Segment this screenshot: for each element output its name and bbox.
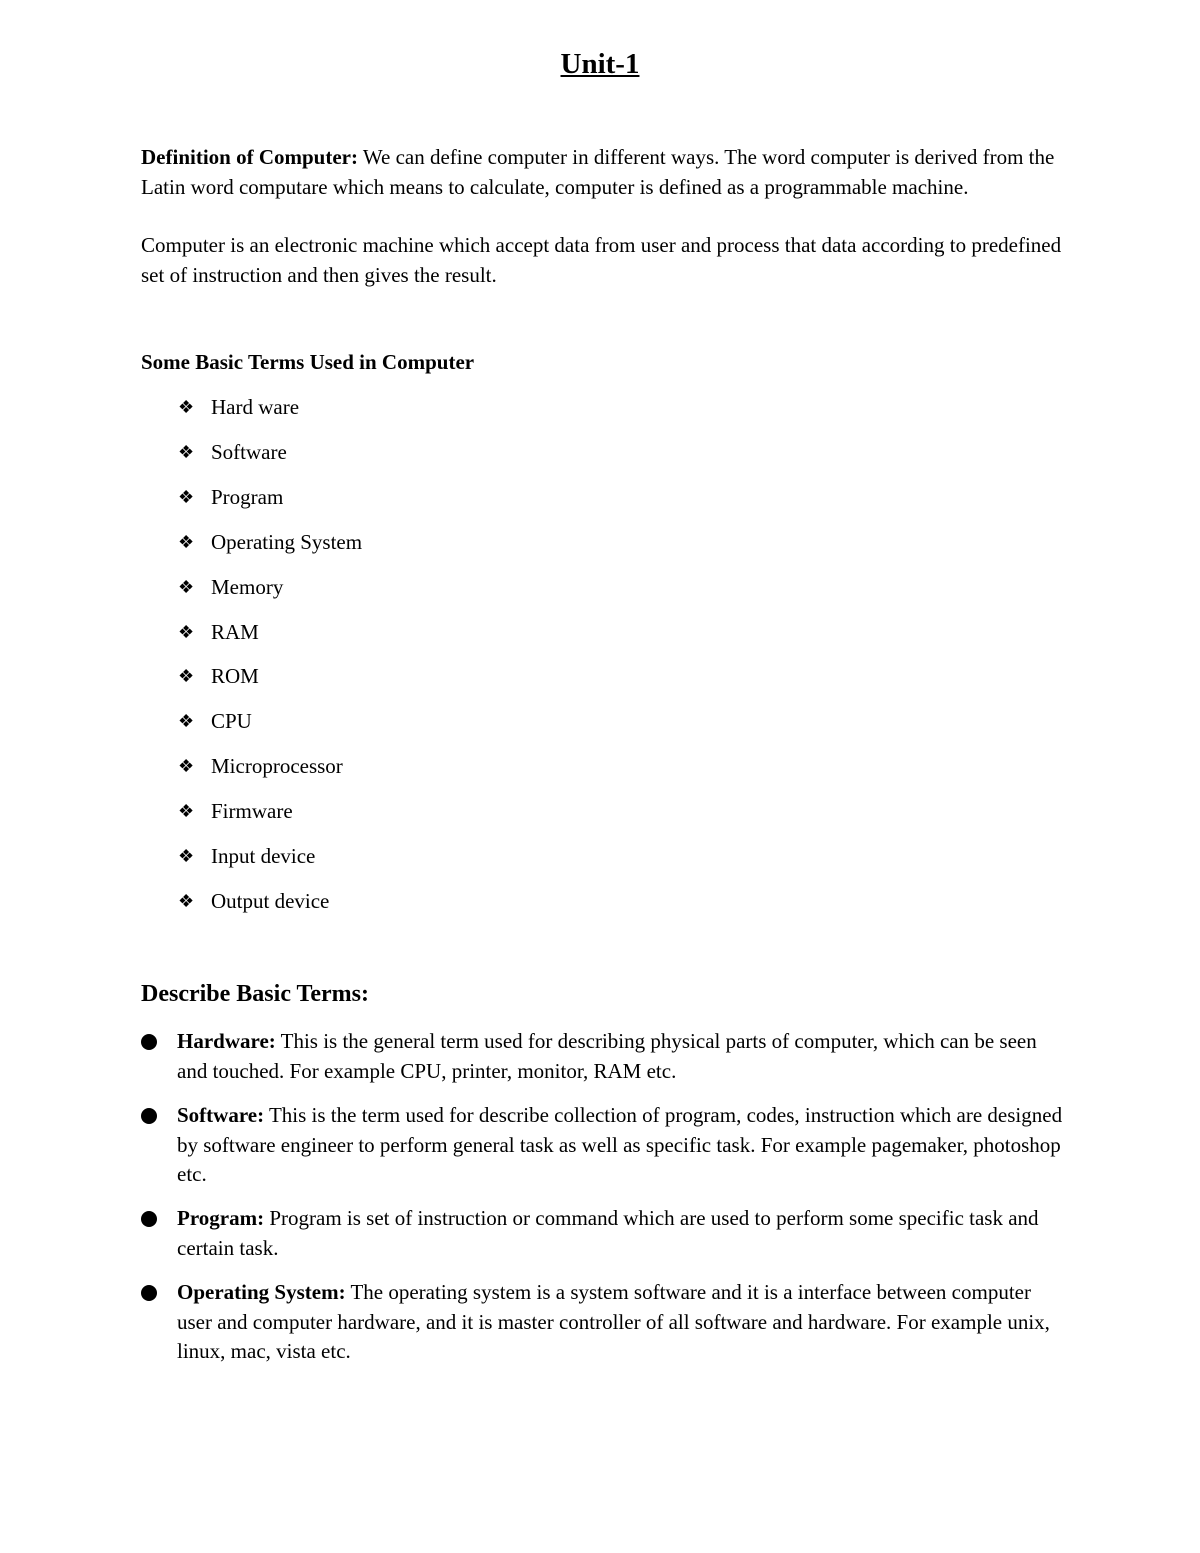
bullet-dot-icon <box>141 1108 157 1124</box>
basic-term-item <box>0 437 600 467</box>
diamond-bullet-icon: ❖ <box>178 711 195 732</box>
basic-term-label: RAM <box>211 619 259 644</box>
describe-item-text <box>177 1204 1067 1263</box>
basic-term-label: Firmware <box>211 799 293 824</box>
diamond-bullet-icon: ❖ <box>178 621 195 642</box>
basic-term-item <box>0 482 600 512</box>
basic-term-label: Microprocessor <box>211 754 343 779</box>
definition-paragraph-2: Computer is an electronic machine which accept data from user and process that data according to predefined set of instruction and then gives the result. <box>141 233 1062 287</box>
definition-text: We can define computer in different ways. The word computer is derived from the Latin word computare which means to calculate, computer is defined as a programmable machine. <box>141 145 1055 199</box>
basic-term-item <box>0 572 600 602</box>
diamond-bullet-icon: ❖ <box>178 486 195 507</box>
basic-term-label: CPU <box>211 709 252 734</box>
definition-paragraph <box>141 143 1071 202</box>
diamond-bullet-icon: ❖ <box>178 846 195 866</box>
basic-term-item <box>0 392 600 422</box>
describe-item-label: Program: <box>177 1206 265 1230</box>
basic-terms-heading: Some Basic Terms Used in Computer <box>141 350 475 374</box>
page-title <box>0 46 1200 82</box>
basic-term-item <box>0 751 600 781</box>
diamond-bullet-icon: ❖ <box>178 890 195 911</box>
describe-item-label: Operating System: <box>177 1280 346 1304</box>
diamond-bullet-icon: ❖ <box>178 441 195 462</box>
page-title-text: Unit-1 <box>560 48 640 80</box>
describe-item-label: Software: <box>177 1103 265 1127</box>
describe-item-label: Hardware: <box>177 1029 276 1053</box>
basic-term-item <box>0 617 600 647</box>
basic-term-item <box>0 796 600 826</box>
basic-term-label: Memory <box>211 574 284 599</box>
describe-item-body: The operating system is a system software and it is a interface between computer user and computer hardware, and it is master controller of all software and hardware. For example unix, linux, mac, vista etc. <box>177 1280 1050 1363</box>
diamond-bullet-icon: ❖ <box>178 756 195 777</box>
basic-term-label: ROM <box>211 664 259 689</box>
diamond-bullet-icon: ❖ <box>178 801 195 822</box>
describe-item-text <box>177 1101 1067 1190</box>
bullet-dot-icon <box>141 1034 157 1050</box>
bullet-dot-icon <box>141 1285 157 1301</box>
basic-term-label: Software <box>211 439 287 464</box>
diamond-bullet-icon: ❖ <box>178 531 195 552</box>
basic-term-item <box>0 841 600 871</box>
basic-term-label: Program <box>211 484 284 509</box>
diamond-bullet-icon: ❖ <box>178 666 195 687</box>
describe-terms-heading: Describe Basic Terms: <box>141 981 369 1007</box>
describe-item-text <box>177 1278 1067 1367</box>
basic-term-label: Hard ware <box>211 395 300 419</box>
describe-item-body: This is the term used for describe collection of program, codes, instruction which are designed by software engineer to perform general task as well as specific task. For example pagemaker, photoshop etc. <box>177 1103 1063 1186</box>
describe-item-text <box>177 1027 1067 1086</box>
basic-term-label: Input device <box>211 844 316 868</box>
diamond-bullet-icon: ❖ <box>178 397 195 417</box>
basic-term-label: Output device <box>211 888 330 913</box>
basic-term-label: Operating System <box>211 529 363 554</box>
basic-term-item <box>0 706 600 736</box>
bullet-dot-icon <box>141 1211 157 1227</box>
describe-item-body: Program is set of instruction or command which are used to perform some specific task and certain task. <box>177 1206 1039 1260</box>
describe-item-body: This is the general term used for describing physical parts of computer, which can be seen and touched. For example CPU, printer, monitor, RAM etc. <box>177 1029 1037 1083</box>
basic-term-item <box>0 886 600 916</box>
diamond-bullet-icon: ❖ <box>178 576 195 597</box>
basic-term-item <box>0 661 600 691</box>
basic-term-item <box>0 527 600 557</box>
definition-label: Definition of Computer: <box>141 145 358 169</box>
